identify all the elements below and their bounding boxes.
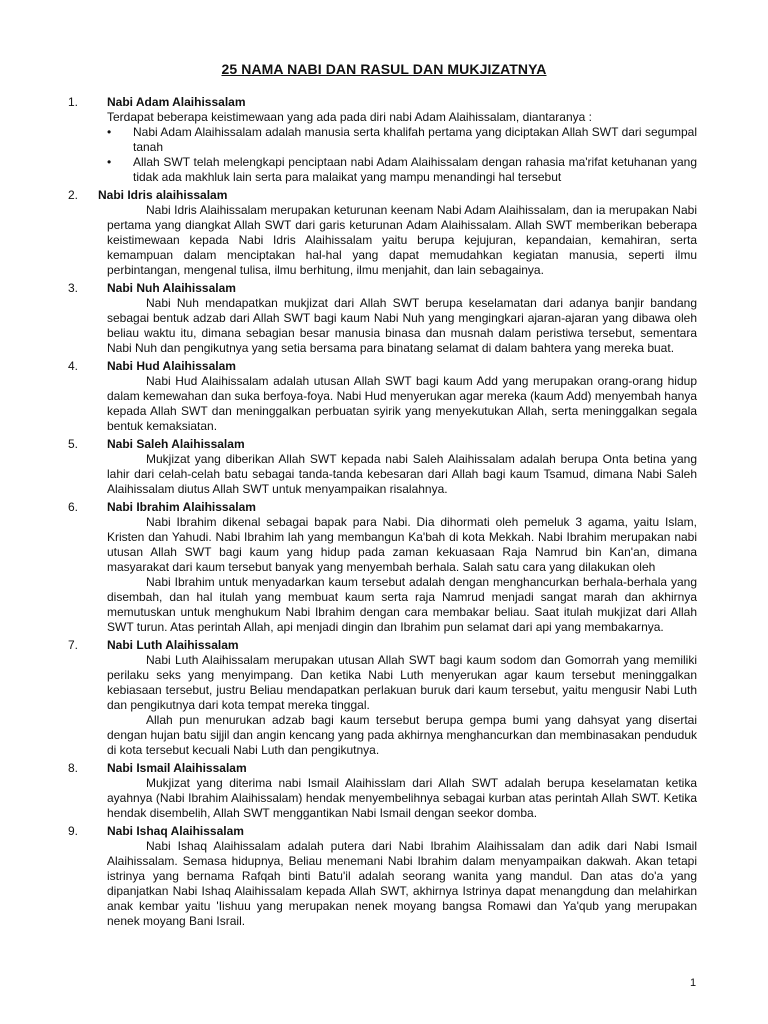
item-paragraph: Mukjizat yang diterima nabi Ismail Alaihisslam dari Allah SWT adalah berupa keselamatan ketika ayahnya (Nabi Ibrahim Alaihissalam) hendak menyembelihnya sebagai kurban atas perintah Allah SWT. Ketika hendak disembelih, Allah SWT menggantikan Nabi Ismail dengan seekor domba. [107, 776, 697, 820]
item-number: 4. [68, 359, 79, 373]
item-heading [68, 824, 697, 839]
item-heading [68, 437, 697, 452]
bullet-icon: • [107, 125, 112, 139]
item-title: Nabi Hud Alaihissalam [107, 359, 236, 373]
item-paragraph: Nabi Hud Alaihissalam adalah utusan Allah SWT bagi kaum Add yang merupakan orang-orang hidup dalam kemewahan dan suka berfoya-foya. Nabi Hud menyerukan agar mereka (kaum Add) menyembah hanya kepada Allah SWT dan meninggalkan perbuatan syirik yang menyekutukan Allah, serta meninggalkan segala bentuk kemaksiatan. [107, 374, 697, 433]
list-item [68, 95, 697, 185]
item-number: 3. [68, 281, 79, 295]
item-number: 5. [68, 437, 79, 451]
item-number: 1. [68, 95, 79, 109]
item-number: 7. [68, 638, 79, 652]
list-item [68, 188, 697, 278]
item-title: Nabi Ibrahim Alaihissalam [107, 500, 256, 514]
item-number: 9. [68, 824, 79, 838]
item-number: 8. [68, 761, 79, 775]
item-paragraph: Nabi Idris Alaihissalam merupakan keturunan keenam Nabi Adam Alaihissalam, dan ia merupakan Nabi pertama yang diangkat Allah SWT dari garis keturunan Adam Alaihissalam. Allah SWT memberikan beberapa keistimewaan kepada Nabi Idris Alaihissalam yaitu berupa kejujuran, kepandaian, kemahiran, serta kemampuan dalam menciptakan hal-hal yang dapat memudahkan kegiatan manusia, seperti ilmu perbintangan, mengenal tulisa, ilmu berhitung, ilmu menjahit, dan lain sebagainya. [107, 203, 697, 277]
item-title: Nabi Ismail Alaihissalam [107, 761, 247, 775]
item-paragraph: Nabi Ibrahim untuk menyadarkan kaum tersebut adalah dengan menghancurkan berhala-berhala yang disembah, dan hal itulah yang membuat kaum serta raja Namrud menjadi sangat marah dan akhirnya memutuskan untuk menghukum Nabi Ibrahim dengan cara membakar beliau. Saat itulah mukjizat dari Allah SWT turun. Atas perintah Allah, api menjadi dingin dan Ibrahim pun selamat dari api yang membakarnya. [107, 575, 697, 634]
list-item [68, 824, 697, 929]
bullet-item [107, 155, 697, 185]
item-paragraph: Nabi Luth Alaihissalam merupakan utusan Allah SWT bagi kaum sodom dan Gomorrah yang memiliki perilaku seks yang menyimpang. Dan ketika Nabi Luth menyerukan agar kaum tersebut meninggalkan kebiasaan tersebut, justru Beliau mendapatkan perlakuan buruk dari kaum tersebut, yaitu mengusir Nabi Luth dan pengikutnya dari kota tempat mereka tinggal. [107, 653, 697, 712]
item-title: Nabi Ishaq Alaihissalam [107, 824, 244, 838]
item-paragraph: Mukjizat yang diberikan Allah SWT kepada nabi Saleh Alaihissalam adalah berupa Onta betina yang lahir dari celah-celah batu sebagai tanda-tanda kebesaran dari Allah bagi kaum Tsamud, dimana Nabi Saleh Alaihissalam diutus Allah SWT untuk menyampaikan risalahnya. [107, 452, 697, 496]
bullet-text: Allah SWT telah melengkapi penciptaan nabi Adam Alaihissalam dengan rahasia ma'rifat ketuhanan yang tidak ada makhluk lain serta para malaikat yang mampu menandingi hal tersebut [133, 155, 697, 184]
item-title: Nabi Luth Alaihissalam [107, 638, 239, 652]
item-paragraph: Nabi Nuh mendapatkan mukjizat dari Allah SWT berupa keselamatan dari adanya banjir bandang sebagai bentuk adzab dari Allah SWT bagi kaum Nabi Nuh yang mengingkari ajaran-ajaran yang dibawa oleh beliau waktu itu, dimana sebagian besar manusia binasa dan musnah dalam peristiwa tersebut, sementara Nabi Nuh dan pengikutnya yang setia bersama para binatang selamat di dalam bahtera yang mereka buat. [107, 296, 697, 355]
bullet-text: Nabi Adam Alaihissalam adalah manusia serta khalifah pertama yang diciptakan Allah SWT dari segumpal tanah [133, 125, 697, 154]
item-heading [68, 95, 697, 110]
item-paragraph: Nabi Ishaq Alaihissalam adalah putera dari Nabi Ibrahim Alaihissalam dan adik dari Nabi Ismail Alaihissalam. Semasa hidupnya, Beliau menemani Nabi Ibrahim dalam menyampaikan dakwah. Akan tetapi istrinya yang bernama Rafqah binti Batu'il adalah seorang wanita yang mandul. Dan atas do'a yang dipanjatkan Nabi Ishaq Alaihissalam kepada Allah SWT, akhirnya Istrinya dapat menangdung dan melahirkan anak kembar yaitu 'Iishuu yang merupakan nenek moyang bangsa Romawi dan Ya'qub yang merupakan nenek moyang Bani Israil. [107, 839, 697, 928]
item-number: 6. [68, 500, 79, 514]
list-item [68, 761, 697, 821]
list-item [68, 359, 697, 434]
item-title: Nabi Saleh Alaihissalam [107, 437, 245, 451]
document-title: 25 NAMA NABI DAN RASUL DAN MUKJIZATNYA [221, 61, 547, 77]
item-heading [68, 638, 697, 653]
item-paragraph: Allah pun menurukan adzab bagi kaum tersebut berupa gempa bumi yang dahsyat yang disertai dengan hujan batu sijjil dan angin kencang yang pada akhirnya menghancurkan dan membinasakan penduduk di kota tersebut kecuali Nabi Luth dan pengikutnya. [107, 713, 697, 757]
item-number: 2. [68, 188, 79, 202]
item-heading [68, 500, 697, 515]
item-heading [68, 281, 697, 296]
item-intro: Terdapat beberapa keistimewaan yang ada pada diri nabi Adam Alaihissalam, diantaranya : [107, 110, 592, 124]
bullet-icon: • [107, 155, 112, 169]
item-title: Nabi Adam Alaihissalam [107, 95, 246, 109]
item-paragraph: Nabi Ibrahim dikenal sebagai bapak para Nabi. Dia dihormati oleh pemeluk 3 agama, yaitu Islam, Kristen dan Yahudi. Nabi Ibrahim lah yang membangun Ka'bah di kota Mekkah. Nabi Ibrahim merupakan nabi utusan Allah SWT bagi kaum yang hidup pada zaman kekuasaan Raja Namrud bin Kan'an, dimana masyarakat dari kaum tersebut banyak yang menyembah berhala. Salah satu cara yang dilakukan oleh [107, 515, 697, 574]
item-title: Nabi Idris alaihissalam [98, 188, 228, 202]
item-heading [68, 761, 697, 776]
list-item [68, 500, 697, 635]
item-heading [68, 359, 697, 374]
list-item [68, 437, 697, 497]
item-heading [68, 188, 688, 203]
list-item [68, 281, 697, 356]
item-title: Nabi Nuh Alaihissalam [107, 281, 236, 295]
bullet-item [107, 125, 697, 155]
page-number: 1 [690, 977, 697, 989]
prophet-list [68, 95, 697, 932]
list-item [68, 638, 697, 758]
